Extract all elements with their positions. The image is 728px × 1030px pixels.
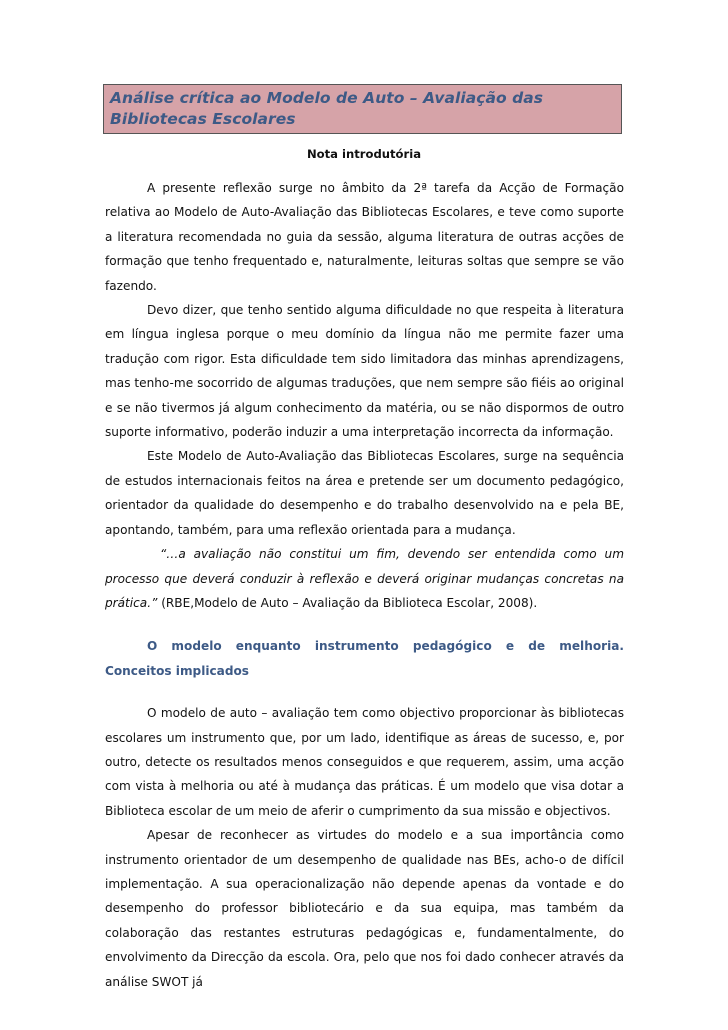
quote-reference: (RBE,Modelo de Auto – Avaliação da Biblioteca Escolar, 2008). bbox=[157, 595, 538, 610]
paragraph-3: Este Modelo de Auto-Avaliação das Bibliotecas Escolares, surge na sequência de estudos internacionais feitos na área e pretende ser um documento pedagógico, orientador da qualidade do desempenho e do trabalho desenvolvido na e pela BE, apontando, também, para uma reflexão orientada para a mudança. bbox=[105, 449, 624, 537]
section-heading: O modelo enquanto instrumento pedagógico e de melhoria. Conceitos implicados bbox=[105, 639, 624, 678]
section-subtitle: Nota introdutória bbox=[306, 147, 422, 161]
document-title: Análise crítica ao Modelo de Auto – Avaliação das Bibliotecas Escolares bbox=[110, 89, 544, 128]
paragraph-1: A presente reflexão surge no âmbito da 2ª tarefa da Acção de Formação relativa ao Modelo de Auto-Avaliação das Bibliotecas Escolares, e teve como suporte a literatura recomendada no guia da sessão, alguma literatura de outras acções de formação que tenho frequentado e, naturalmente, leituras soltas que sempre se vão fazendo. bbox=[105, 181, 624, 293]
document-body bbox=[105, 176, 624, 994]
paragraph-5: Apesar de reconhecer as virtudes do modelo e a sua importância como instrumento orientador de um desempenho de qualidade nas BEs, acho-o de difícil implementação. A sua operacionalização não depende apenas da vontade e do desempenho do professor bibliotecário e da sua equipa, mas também da colaboração das restantes estruturas pedagógicas e, fundamentalmente, do envolvimento da Direcção da escola. Ora, pelo que nos foi dado conhecer através da análise SWOT já bbox=[105, 828, 624, 989]
title-banner bbox=[103, 84, 622, 134]
quote-paragraph bbox=[105, 542, 624, 615]
paragraph-4: O modelo de auto – avaliação tem como objectivo proporcionar às bibliotecas escolares um instrumento que, por um lado, identifique as áreas de sucesso, e, por outro, detecte os resultados menos conseguidos e que requerem, assim, uma acção com vista à melhoria ou até à mudança das práticas. É um modelo que visa dotar a Biblioteca escolar de um meio de aferir o cumprimento da sua missão e objectivos. bbox=[105, 706, 624, 818]
quote-text: “…a avaliação não constitui um fim, devendo ser entendida como um processo que deverá conduzir à reflexão e deverá originar mudanças concretas na prática.” bbox=[105, 547, 624, 610]
paragraph-2: Devo dizer, que tenho sentido alguma dificuldade no que respeita à literatura em língua inglesa porque o meu domínio da língua não me permite fazer uma tradução com rigor. Esta dificuldade tem sido limitadora das minhas aprendizagens, mas tenho-me socorrido de algumas traduções, que nem sempre são fiéis ao original e se não tivermos já algum conhecimento da matéria, ou se não dispormos de outro suporte informativo, poderão induzir a uma interpretação incorrecta da informação. bbox=[105, 303, 624, 440]
